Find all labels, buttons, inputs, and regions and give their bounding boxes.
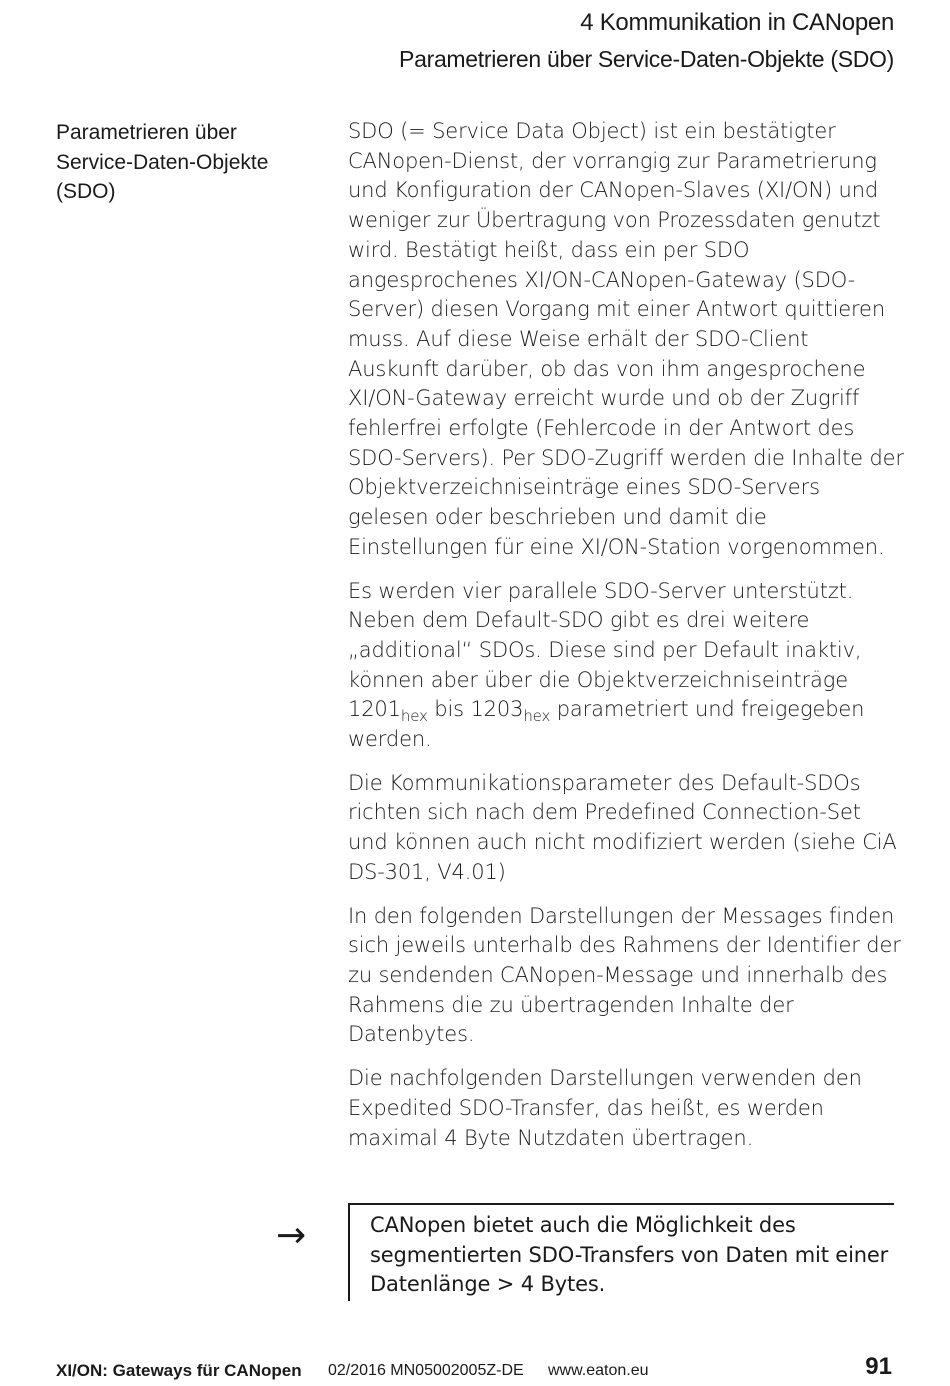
section-title: Parametrieren über Service-Daten-Objekte (SDO): [399, 46, 894, 72]
subscript-hex-1: hex: [400, 707, 428, 726]
footer-doc-reference: 02/2016 MN05002005Z-DE: [328, 1362, 524, 1379]
paragraph-1: SDO (= Service Data Object) ist ein bestätigter CANopen-Dienst, der vorrangig zur Parametrierung und Konfiguration der CANopen-Slaves (XI/ON) und weniger zur Übertragung von Prozessdaten genutzt wird. Bestätigt heißt, dass ein per SDO angesprochenes XI/ON-CANopen-Gateway (SDO-Server) diesen Vorgang mit einer Antwort quittieren muss. Auf diese Weise erhält der SDO-Client Auskunft darüber, ob das von ihm angesprochene XI/ON-Gateway erreicht wurde und ob der Zugriff fehlerfrei erfolgte (Fehlercode in der Antwort des SDO-Servers). Per SDO-Zugriff werden die Inhalte der Objektverzeichniseinträge eines SDO-Servers gelesen oder beschrieben und damit die Einstellungen für eine XI/ON-Station vorgenommen.: [348, 119, 904, 559]
page-number: 91: [865, 1353, 892, 1380]
footer-website: www.eaton.eu: [548, 1362, 649, 1379]
page-header: [399, 8, 894, 74]
paragraph-2-part-b: bis 1203: [427, 697, 524, 722]
paragraph-5: Die nachfolgenden Darstellungen verwenden den Expedited SDO-Transfer, das heißt, es werden maximal 4 Byte Nutzdaten übertragen.: [348, 1066, 862, 1150]
paragraph-4: In den folgenden Darstellungen der Messages finden sich jeweils unterhalb des Rahmens der Identifier der zu sendenden CANopen-Message und innerhalb des Rahmens die zu übertragenden Inhalte der Datenbytes.: [348, 903, 901, 1047]
subscript-hex-2: hex: [523, 707, 551, 726]
paragraph-2-part-c: parametriert und freigegeben werden.: [348, 697, 865, 752]
page-footer: [56, 1353, 894, 1386]
side-heading: Parametrieren über Service-Daten-Objekte (SDO): [56, 121, 269, 203]
paragraph-3: Die Kommunikationsparameter des Default-SDOs richten sich nach dem Predefined Connection-Set und können auch nicht modifiziert werden (siehe CiA DS-301, V4.01): [348, 770, 897, 884]
chapter-title: 4 Kommunikation in CANopen: [580, 9, 894, 36]
paragraph-2-part-a: Es werden vier parallele SDO-Server unterstützt. Neben dem Default-SDO gibt es drei weitere „additional“ SDOs. Diese sind per Default inaktiv, können aber über die Objektverzeichniseinträge 1201: [348, 578, 862, 722]
paragraph-2: [348, 577, 904, 755]
note-box: [348, 1203, 894, 1301]
body-text: [348, 117, 904, 1167]
note-arrow-icon: →: [276, 1215, 307, 1256]
note-text: CANopen bietet auch die Möglichkeit des segmentierten SDO-Transfers von Daten mit einer Datenlänge > 4 Bytes.: [370, 1213, 889, 1297]
footer-product: XI/ON: Gateways für CANopen: [56, 1361, 302, 1380]
